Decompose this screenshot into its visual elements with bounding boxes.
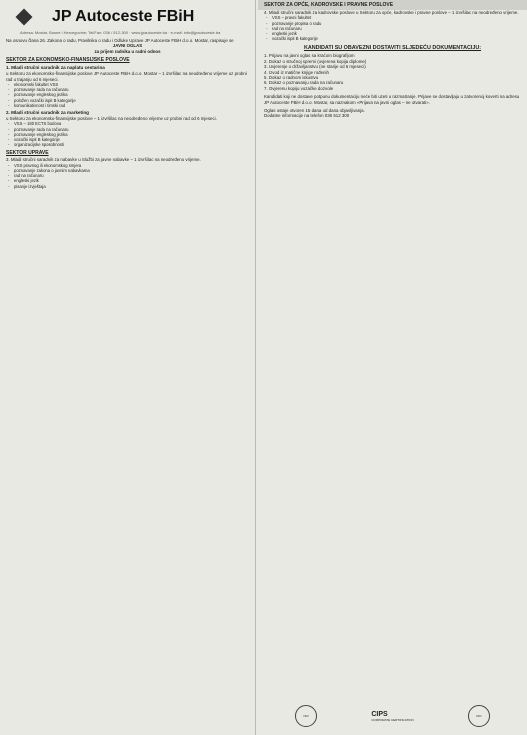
condition-item: 5. Dokaz o radnom iskustvu — [264, 75, 319, 81]
condition-item: 2. Dokaz o stručnoj spremi (ovjerena kopija diplome) — [264, 58, 367, 64]
position-3-text: 3. Mladi stručni saradnik za nabavke u Službi za javne nabavke – 1 izvršilac na neodređeno vrijeme. — [6, 157, 201, 163]
intro-text: Na osnovu člana 26. Zakona o radu, Pravilnika o radu i Odluke Uprave JP Autoceste FBiH d.o.o. Mostar, raspisuje se — [6, 38, 234, 43]
list-item: - komunikativnost i timski rad — [14, 103, 249, 108]
list-item: - engleski jezik — [14, 178, 249, 183]
position-2-text: u Sektoru za ekonomsko-finansijske poslove – 1 izvršilac na neodređeno vrijeme uz probni rad od 6 mjeseci. — [6, 116, 217, 122]
list-item: - vozački ispit B kategorije — [272, 36, 521, 41]
section-header-uprava: SEKTOR UPRAVE — [6, 150, 49, 157]
list-item: - VSS pravnog ili ekonomskog smjera — [14, 163, 249, 168]
list-item: - poznavanje zakona o javnim nabavkama — [14, 168, 249, 173]
position-2-list — [0, 121, 255, 147]
ad-subtitle: za prijem radnika u radni odnos — [94, 48, 161, 54]
logo-icon — [18, 6, 48, 28]
list-item: - VSS – 180 ECTS bodova — [14, 121, 249, 126]
logo-text: JP Autoceste FBiH — [52, 8, 195, 25]
position-1-text: u Sektoru za ekonomsko-finansijske poslove JP Autoceste FBiH d.o.o. Mostar – 1 izvršilac na neodređeno vrijeme uz probni rad u trajanju od 6 mjeseci. — [6, 71, 247, 82]
list-item: - položen vozački ispit B kategorije — [14, 98, 249, 103]
position-1-title: 1. Mladi stručni saradnik za naplatu cestarina — [6, 65, 105, 71]
header — [0, 0, 255, 30]
condition-item: 7. Ovjerenu kopiju vozačke dozvole — [264, 85, 334, 91]
sector-title: SEKTOR ZA OPĆE, KADROVSKE I PRAVNE POSLOVE — [258, 0, 527, 10]
list-item: - engleski jezik — [272, 31, 521, 36]
list-item: - poznavanje engleskog jezika — [14, 92, 249, 97]
position-3-list — [0, 163, 255, 189]
condition-item: 4. Izvod iz matične knjige rođenih — [264, 69, 329, 75]
list-item: - rad na računaru — [272, 26, 521, 31]
position-2-title: 2. Mladi stručni saradnik za marketing — [6, 110, 89, 116]
list-item: - poznavanje rada na računaru — [14, 127, 249, 132]
list-item: - pisanje izvještaja — [14, 184, 249, 189]
position-4-list — [258, 15, 527, 41]
list-item: - poznavanje engleskog jezika — [14, 132, 249, 137]
contact-text: Dodatne informacije na telefon 036 512 300 — [264, 113, 350, 119]
left-column — [0, 0, 256, 735]
list-item: - vozački ispit B kategorije — [14, 137, 249, 142]
cips-subtitle: CORPORATE CERTIFICATION — [371, 717, 414, 722]
position-4-text: 4. Mladi stručni saradnik za kadrovske poslove u Sektoru za opće, kadrovske i pravne poslove – 1 izvršilac na neodređeno vrijeme. — [264, 10, 519, 15]
list-item: - organizacijske sposobnosti — [14, 142, 249, 147]
condition-item: 3. Uvjerenje o državljanstvu (ne starije od 6 mjeseci) — [264, 64, 366, 70]
cips-logo — [371, 711, 413, 722]
ad-title: JAVNI OGLAS — [112, 43, 143, 49]
cips-title: CIPS — [371, 710, 388, 718]
position-1-list — [0, 82, 255, 108]
list-item: - VSS – pravni fakultet — [272, 15, 521, 20]
list-item: - rad na računaru — [14, 173, 249, 178]
iso-seal-icon: ISO — [295, 705, 317, 727]
documentation-header: KANDIDATI SU OBAVEZNI DOSTAVITI SLJEDEĆU DOKUMENTACIJU: — [303, 45, 482, 52]
certification-footer — [258, 705, 527, 727]
list-item: - ekonomski fakultet VSS — [14, 82, 249, 87]
address: Adresa: Mostar, Bosne i Hercegovine; Tel/Fax: 036 / 512-300 · www.jpautoceste.ba · e-mail: info@jpautoceste.ba — [20, 30, 221, 35]
section-header: SEKTOR ZA EKONOMSKO-FINANSIJSKE POSLOVE — [6, 57, 130, 64]
deadline-text: Oglas ostaje otvoren 15 dana od dana objavljivanja. — [264, 108, 365, 114]
cert-seal-icon: ISO — [468, 705, 490, 727]
right-column — [258, 0, 527, 735]
condition-item: 6. Dokaz o poznavanju rada na računaru — [264, 80, 344, 86]
list-item: - poznavanje propisa o radu — [272, 21, 521, 26]
list-item: - poznavanje rada na računaru — [14, 87, 249, 92]
notes-text: Kandidati koji ne dostave potpunu dokumentaciju neće biti uzeti u razmatranje. Prijave se dostavljaju u zatvorenoj koverti na adresu JP Autoceste FBiH d.o.o. Mostar, sa naznakom «Prijava na javni oglas – ne otvarati». — [264, 94, 520, 105]
condition-item: 1. Prijavu na javni oglas sa kraćom biografijom — [264, 53, 355, 59]
